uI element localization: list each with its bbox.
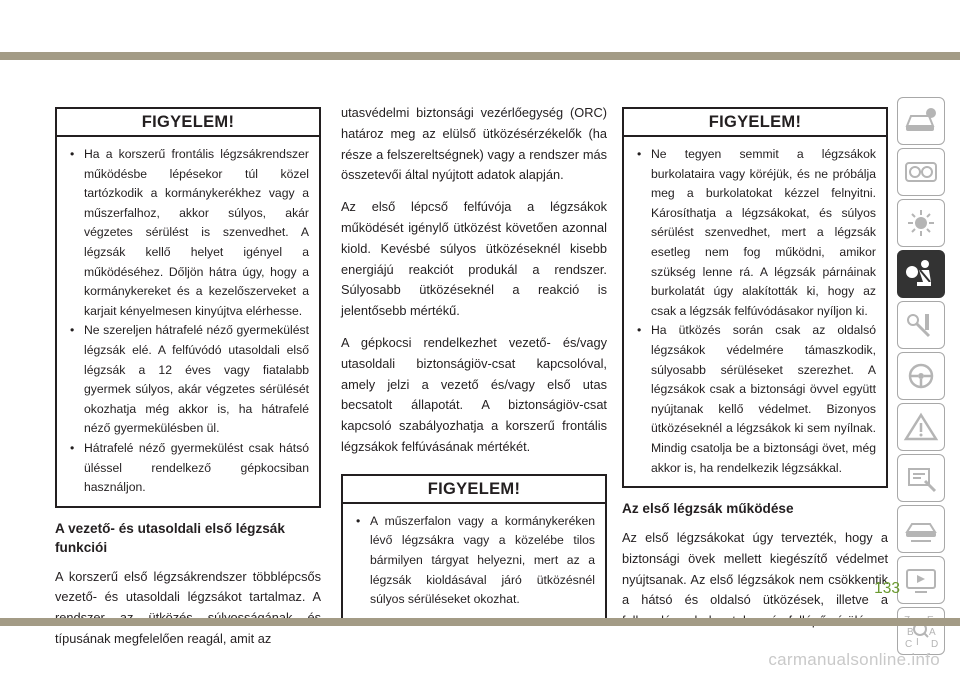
warning-item: • A műszerfalon vagy a kormánykeréken lévő légzsákra vagy a közelébe tilos bármilyen tárgyat helyezni, mert az a légzsák kioldásával járó ütközésnél súlyos sérüléseket okozhat. [353, 512, 595, 610]
index-letter: C [905, 639, 913, 650]
key-wrench-icon [903, 310, 939, 340]
page-number: 133 [874, 580, 900, 597]
warning-list [624, 137, 886, 486]
multimedia-icon [903, 565, 939, 595]
chapter-tabs [897, 97, 947, 658]
body-paragraph: A gépkocsi rendelkezhet vezető- és/vagy utasoldali biztonságiöv-csat kapcsolóval, amely jelzi a vezető és/vagy első utas becsatolt állapotát. A biztonságiöv-csat kapcsoló szabályozhatja a korszerű frontális légzsákok felfúvásának mértékét. [341, 334, 607, 454]
tab-lights[interactable] [897, 199, 945, 247]
warning-box-2 [341, 474, 607, 620]
warning-list [57, 137, 319, 506]
warning-item: • Ha ütközés során csak az oldalsó légzsákok védelmére támaszkodik, súlyosabb sérüléseket szerezhet. A légzsákok csak a biztonsági övvel együtt nyújtanak kellő védelmet. Bizonyos ütközéseknél a légzsákok ki sem nyílnak. Mindig csatolja be a biztonsági övet, még akkor is, ha rendelkezik légzsákkal. [634, 321, 876, 478]
tab-maintenance[interactable] [897, 454, 945, 502]
warning-title: FIGYELEM! [624, 109, 886, 137]
column-1 [55, 107, 321, 661]
car-info-icon [903, 106, 939, 136]
body-paragraph: Az első lépcső felfúvója a légzsákok működését igénylő ütközést követően azonnal kiold. Kevésbé súlyos ütközéseknél kisebb energiájú reakciót produkál a rendszer. Súlyosabb ütközéseknél a reakció is jelentősebb mértékű. [341, 199, 607, 319]
warning-title: FIGYELEM! [343, 476, 605, 504]
dashboard-icon [903, 157, 939, 187]
tab-warning[interactable] [897, 403, 945, 451]
body-paragraph: utasvédelmi biztonsági vezérlőegység (ORC) határoz meg az elülső ütközésérzékelők (ha része a felszereltségnek) vagy a rendszer más összetevői által nyújtott adatok alapján. [341, 105, 607, 183]
tab-specifications[interactable] [897, 505, 945, 553]
index-letter: B [907, 627, 914, 638]
tab-index[interactable] [897, 607, 945, 655]
tab-multimedia[interactable] [897, 556, 945, 604]
warning-item: • Ne tegyen semmit a légzsákok burkolataira vagy köréjük, és ne próbálja meg a burkolatokat kézzel felnyitni. Károsíthatja a légzsákokat, és súlyos sérülést szenvedhet, mert a légzsák esetleg nem fog működni, amikor szükség lenne rá. A légzsák párnáinak burkolatát úgy alakították ki, hogy az csak a légzsák felfúvódásakor nyíljon ki. [634, 145, 876, 321]
tab-airbag-seatbelt[interactable] [897, 250, 945, 298]
warning-item: • Hátrafelé néző gyermekülést csak hátsó üléssel rendelkező gépkocsiban használjon. [67, 439, 309, 498]
section-heading: A vezető- és utasoldali első légzsák funkciói [55, 520, 285, 555]
watermark: carmanualsonline.info [768, 650, 940, 669]
column-3 [622, 107, 888, 643]
column-2 [341, 103, 607, 620]
warning-title: FIGYELEM! [57, 109, 319, 137]
warning-box-1 [55, 107, 321, 508]
page-header-band [0, 0, 960, 52]
header-rule [0, 52, 960, 60]
warning-item: • Ha a korszerű frontális légzsákrendszer működésbe lépésekor túl közel tartózkodik a kormánykerékhez vagy a műszerfalhoz, akkor súlyos, akár végzetes sérülést is szenvedhet. A légzsák kellő helyet igényel a működéséhez. Dőljön hátra úgy, hogy a kormánykereket és a kezelőszerveket a karjait kényelmesen kinyújtva elérhesse. [67, 145, 309, 321]
maintenance-icon [903, 463, 939, 493]
index-letter: A [929, 627, 936, 638]
tab-key-wrench[interactable] [897, 301, 945, 349]
lights-icon [903, 208, 939, 238]
body-paragraph: Az első légzsákokat úgy tervezték, hogy a biztonsági övek mellett kiegészítő védelmet nyújtsanak. Az első légzsákok nem csökkentik a hátsó és oldalsó ütközések, illetve a [622, 530, 888, 608]
footer-rule [0, 618, 960, 626]
tab-steering[interactable] [897, 352, 945, 400]
warning-box-3 [622, 107, 888, 488]
warning-triangle-icon [903, 412, 939, 442]
airbag-seatbelt-icon [903, 258, 939, 290]
section-heading: Az első légzsák működése [622, 501, 794, 517]
body-paragraph: A korszerű első légzsákrendszer többlépcsős vezető- és utasoldali légzsákot tartalmaz. A típusának megfelelően reagál, amit az [55, 568, 321, 647]
index-letter: D [931, 639, 939, 650]
index-letter: I [916, 637, 919, 648]
warning-list [343, 504, 605, 618]
warning-item: • Ne szereljen hátrafelé néző gyermekülést légzsák elé. A felfúvódó utasoldali első légzsák a 12 éves vagy fiatalabb gyermek súlyos, akár végzetes sérülését okozhatja még akkor is, ha hátrafelé néző gyermekülésben ül. [67, 321, 309, 439]
specifications-icon [903, 514, 939, 544]
tab-dashboard[interactable] [897, 148, 945, 196]
steering-wheel-icon [903, 361, 939, 391]
tab-car-info[interactable] [897, 97, 945, 145]
